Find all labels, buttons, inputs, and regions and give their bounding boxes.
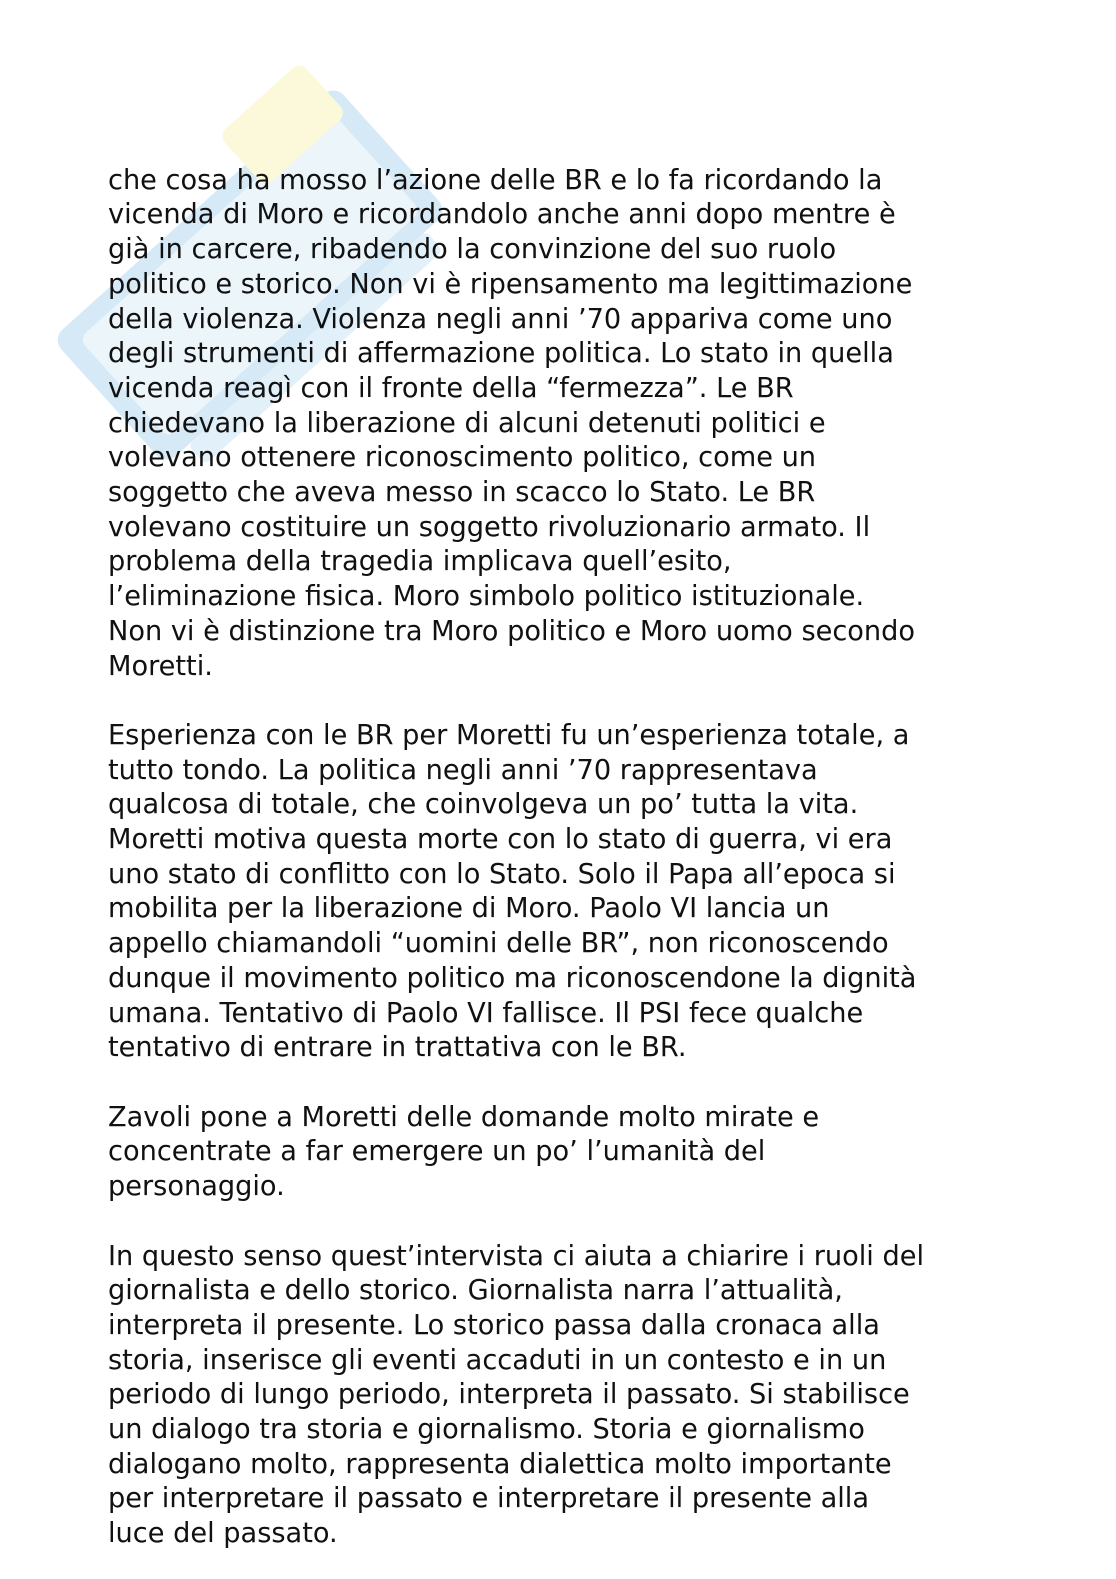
paragraph: In questo senso quest’intervista ci aiuta a chiarire i ruoli del giornalista e dello storico. Giornalista narra l’attualità, interpreta il presente. Lo storico passa dalla cronaca alla storia, inserisce gli eventi accaduti in un contesto e in un periodo di lungo periodo, interpreta il passato. Si stabilisce un dialogo tra storia e giornalismo. Storia e giornalismo dialogano molto, rappresenta dialettica molto importante per interpretare il passato e interpretare il presente alla luce del passato. (108, 1240, 925, 1550)
document-body (108, 129, 1068, 1579)
paragraph: Zavoli pone a Moretti delle domande molto mirate e concentrate a far emergere un po’ l’umanità del personaggio. (108, 1101, 820, 1203)
paragraph: Esperienza con le BR per Moretti fu un’esperienza totale, a tutto tondo. La politica negli anni ’70 rappresentava qualcosa di totale, che coinvolgeva un po’ tutta la vita. Moretti motiva questa morte con lo stato di guerra, vi era uno stato di conflitto con lo Stato. Solo il Papa all’epoca si mobilita per la liberazione di Moro. Paolo VI lancia un appello chiamandoli “uomini delle BR”, non riconoscendo dunque il movimento politico ma riconoscendone la dignità umana. Tentativo di Paolo VI fallisce. Il PSI fece qualche tentativo di entrare in trattativa con le BR. (108, 719, 917, 1064)
paragraph: che cosa ha mosso l’azione delle BR e lo fa ricordando la vicenda di Moro e ricordandolo anche anni dopo mentre è già in carcere, ribadendo la convinzione del suo ruolo politico e storico. Non vi è ripensamento ma legittimazione della violenza. Violenza negli anni ’70 appariva come uno degli strumenti di affermazione politica. Lo stato in quella vicenda reagì con il fronte della “fermezza”. Le BR chiedevano la liberazione di alcuni detenuti politici e volevano ottenere riconoscimento politico, come un soggetto che aveva messo in scacco lo Stato. Le BR volevano costituire un soggetto rivoluzionario armato. Il problema della tragedia implicava quell’esito, l’eliminazione fisica. Moro simbolo politico istituzionale. Non vi è distinzione tra Moro politico e Moro uomo secondo Moretti. (108, 164, 916, 682)
